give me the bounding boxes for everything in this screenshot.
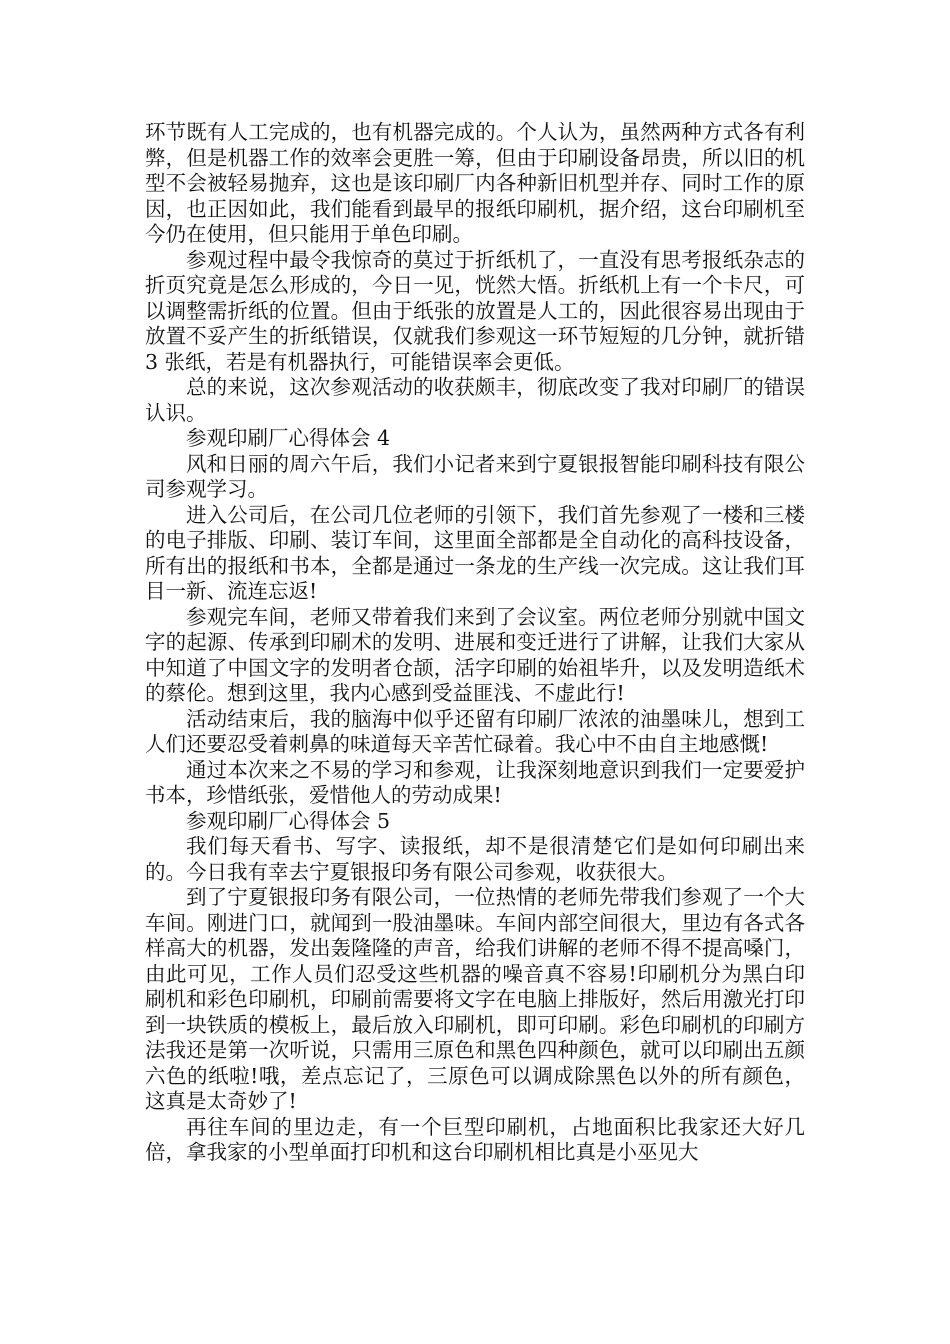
section-heading-5: 参观印刷厂心得体会 5 — [186, 808, 391, 833]
paragraph: 通过本次来之不易的学习和参观，让我深刻地意识到我们一定要爱护书本，珍惜纸张，爱惜他人的劳动成果! — [145, 757, 805, 807]
paragraph: 活动结束后，我的脑海中似乎还留有印刷厂浓浓的油墨味儿，想到工人们还要忍受着刺鼻的味道每天辛苦忙碌着。我心中不由自主地感慨! — [145, 706, 805, 756]
paragraph: 到了宁夏银报印务有限公司，一位热情的老师先带我们参观了一个大车间。刚进门口，就闻到一股油墨味。车间内部空间很大，里边有各式各样高大的机器，发出轰隆隆的声音，给我们讲解的老师不得不提高嗓门，由此可见，工作人员们忍受这些机器的噪音真不容易!印刷机分为黑白印刷机和彩色印刷机，印刷前需要将文字在电脑上排版好，然后用激光打印到一块铁质的模板上，最后放入印刷机，即可印刷。彩色印刷机的印刷方法我还是第一次听说，只需用三原色和黑色四种颜色，就可以印刷出五颜六色的纸啦!哦，差点忘记了，三原色可以调成除黑色以外的所有颜色，这真是太奇妙了! — [145, 885, 805, 1113]
paragraph: 进入公司后，在公司几位老师的引领下，我们首先参观了一楼和三楼的电子排版、印刷、装订车间，这里面全部都是全自动化的高科技设备，所有出的报纸和书本，全都是通过一条龙的生产线一次完成。这让我们耳目一新、流连忘返! — [145, 502, 805, 603]
document-body — [145, 120, 805, 1166]
paragraph-continued: 环节既有人工完成的，也有机器完成的。个人认为，虽然两种方式各有利弊，但是机器工作的效率会更胜一筹，但由于印刷设备昂贵，所以旧的机型不会被轻易抛弃，这也是该印刷厂内各种新旧机型并存、同时工作的原因，也正因如此，我们能看到最早的报纸印刷机，据介绍，这台印刷机至今仍在使用，但只能用于单色印刷。 — [145, 120, 805, 246]
paragraph: 再往车间的里边走，有一个巨型印刷机，占地面积比我家还大好几倍，拿我家的小型单面打印机和这台印刷机相比真是小巫见大 — [145, 1114, 805, 1164]
paragraph: 我们每天看书、写字、读报纸，却不是很清楚它们是如何印刷出来的。今日我有幸去宁夏银报印务有限公司参观，收获很大。 — [145, 834, 805, 884]
section-heading-4: 参观印刷厂心得体会 4 — [186, 426, 391, 450]
paragraph: 风和日丽的周六午后，我们小记者来到宁夏银报智能印刷科技有限公司参观学习。 — [145, 451, 805, 501]
paragraph: 参观完车间，老师又带着我们来到了会议室。两位老师分别就中国文字的起源、传承到印刷术的发明、进展和变迁进行了讲解，让我们大家从中知道了中国文字的发明者仓颉，活字印刷的始祖毕升，以及发明造纸术的蔡伦。想到这里，我内心感到受益匪浅、不虚此行! — [145, 604, 805, 705]
paragraph: 参观过程中最令我惊奇的莫过于折纸机了，一直没有思考报纸杂志的折页究竟是怎么形成的，今日一见，恍然大悟。折纸机上有一个卡尺，可以调整需折纸的位置。但由于纸张的放置是人工的，因此很容易出现由于放置不妥产生的折纸错误，仅就我们参观这一环节短短的几分钟，就折错 3 张纸，若是有机器执行，可能错误率会更低。 — [145, 247, 805, 374]
paragraph: 总的来说，这次参观活动的收获颇丰，彻底改变了我对印刷厂的错误认识。 — [145, 375, 805, 425]
